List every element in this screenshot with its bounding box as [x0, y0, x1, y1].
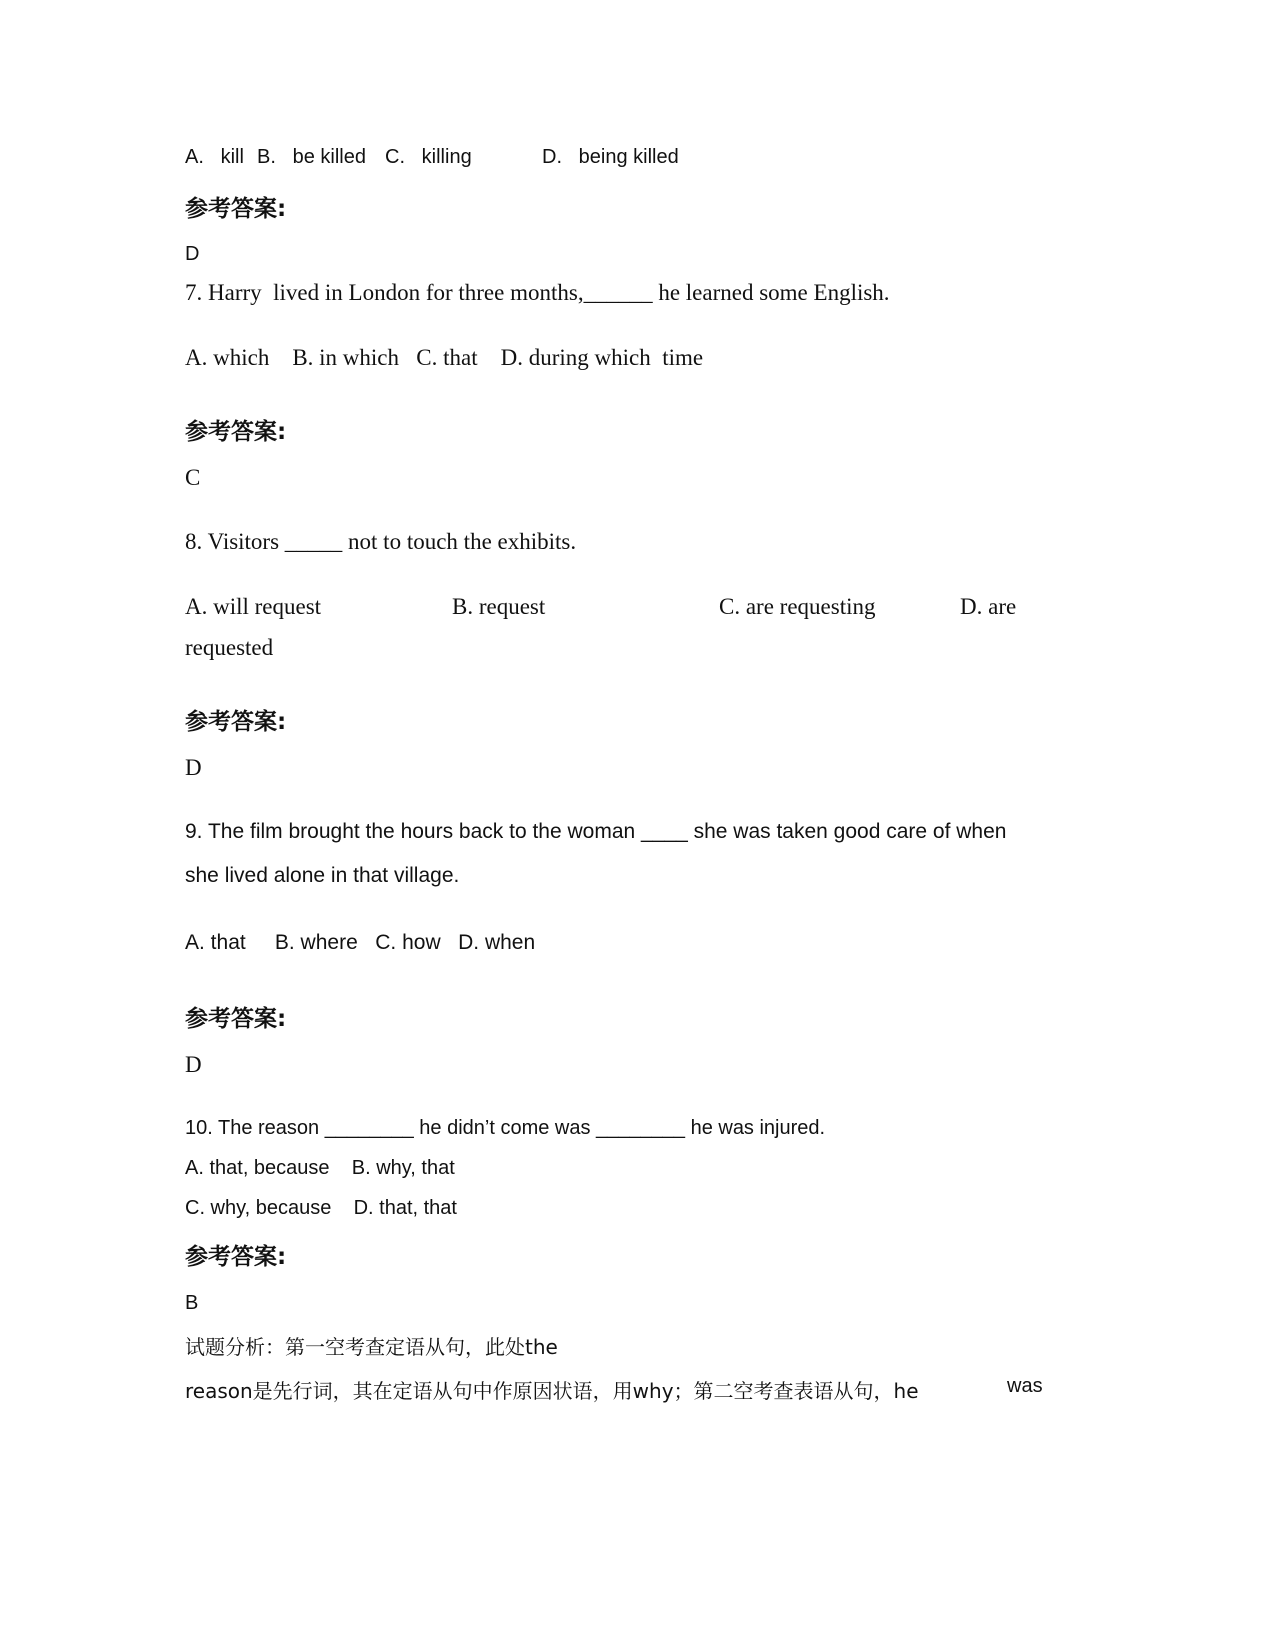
q7-answer-heading: 参考答案:	[185, 419, 287, 445]
q9-answer-heading: 参考答案:	[185, 1006, 287, 1032]
q6-option-d: D. being killed	[542, 146, 679, 168]
q10-analysis-line2-tail: was	[1007, 1375, 1043, 1397]
q9-answer: D	[185, 1052, 202, 1077]
q10-analysis-line1: 试题分析：第一空考查定语从句，此处the	[185, 1335, 558, 1359]
q8-option-d-wrap: requested	[185, 635, 274, 660]
q10-answer-heading: 参考答案:	[185, 1244, 287, 1270]
q6-answer: D	[185, 243, 200, 265]
q10-answer: B	[185, 1292, 199, 1314]
q8-option-a: A. will request	[185, 594, 322, 619]
q7-question: 7. Harry lived in London for three months,______ he learned some English.	[185, 280, 890, 305]
q8-answer: D	[185, 755, 202, 780]
q9-question-line2: she lived alone in that village.	[185, 864, 460, 887]
q6-option-c: C. killing	[385, 146, 472, 168]
q8-answer-heading: 参考答案:	[185, 709, 287, 735]
q8-option-b: B. request	[452, 594, 546, 619]
q10-options-line1: A. that, because B. why, that	[185, 1157, 455, 1179]
q9-question-line1: 9. The film brought the hours back to the woman ____ she was taken good care of when	[185, 820, 1007, 843]
q6-option-a: A. kill	[185, 146, 244, 168]
q6-option-b: B. be killed	[257, 146, 366, 168]
q6-answer-heading: 参考答案:	[185, 196, 287, 222]
q7-answer: C	[185, 465, 201, 490]
q7-options: A. which B. in which C. that D. during which time	[185, 345, 704, 370]
q8-question: 8. Visitors _____ not to touch the exhibits.	[185, 529, 577, 554]
q8-option-c: C. are requesting	[719, 594, 876, 619]
q10-options-line2: C. why, because D. that, that	[185, 1197, 457, 1219]
q10-analysis-line2: reason是先行词，其在定语从句中作原因状语，用why；第二空考查表语从句，he	[185, 1379, 919, 1403]
q10-question: 10. The reason ________ he didn’t come was ________ he was injured.	[185, 1117, 826, 1139]
q9-options: A. that B. where C. how D. when	[185, 931, 536, 954]
q8-option-d: D. are	[960, 594, 1017, 619]
